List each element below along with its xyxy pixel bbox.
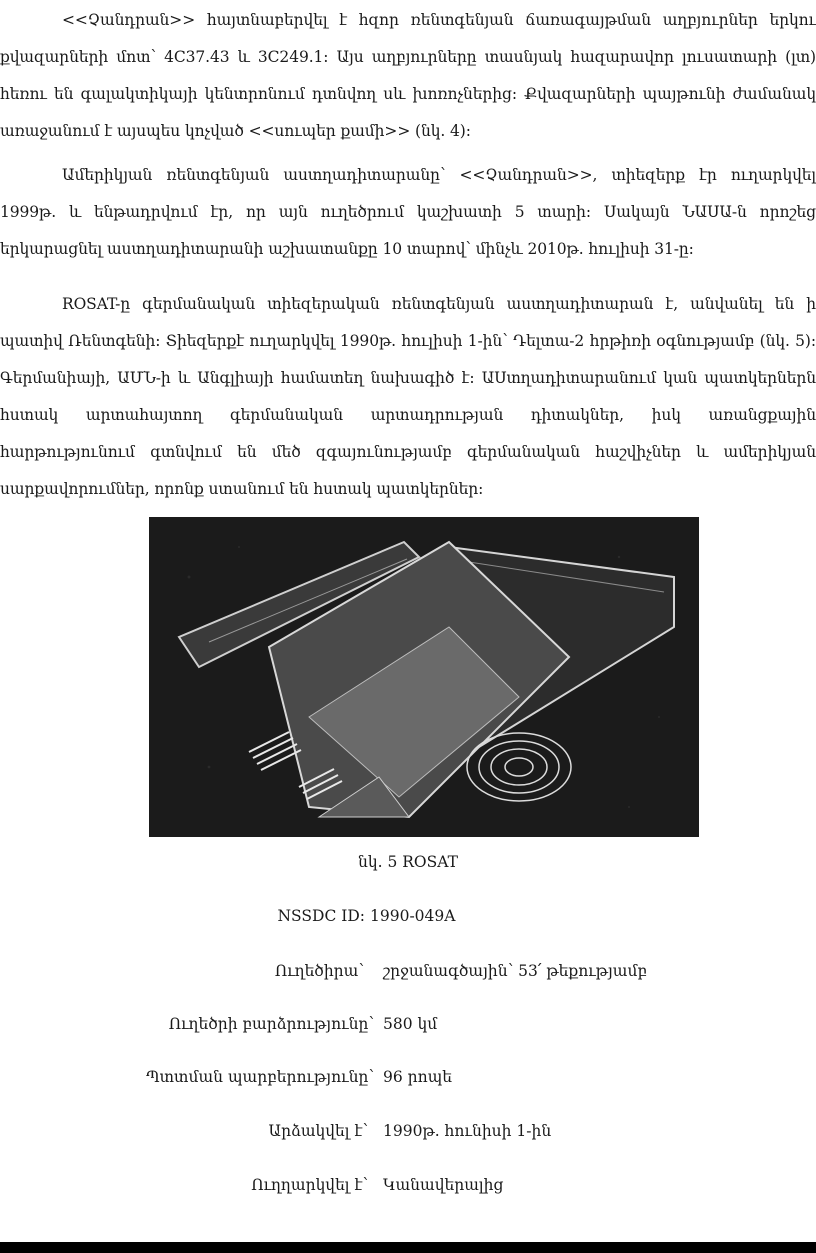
paragraph-rosat (0, 286, 816, 508)
spec-row-launched (0, 1122, 816, 1146)
spec-value: 1990-049A (370, 907, 456, 925)
spec-row-orbit (0, 962, 816, 986)
page-bottom-bar (0, 1242, 816, 1253)
spec-row-altitude (0, 1015, 816, 1039)
spec-label: Ուղղարկվել է՝ (251, 1176, 368, 1194)
spec-value: շրջանագծային՝ 53՛ թեքությամբ (383, 962, 648, 980)
paragraph-text: ROSAT-ը գերմանական տիեզերական ռենտգենյան աստղադիտարան է, անվանել են ի պատիվ Ռենտգենի: Տիեզերքէ ուղարկվել 1990թ. հուլիսի 1-ին՝ Դելտա-2 հրթիռի օգնությամբ (նկ. 5): Գերմանիայի, ԱՄՆ-ի և Անգլիայի համատեղ նախագիծ է: ԱՍտղադիտարանում կան պատկերներն հստակ արտահայտող գերմանական արտադրության դիտակներ, իսկ առանցքային հարթությունում գտնվում են մեծ զգայունությամբ գերմանական հաշվիչներ և ամերիկյան սարքավորումներ, որոնք ստանում են հստակ պատկերներ: (0, 295, 816, 498)
rosat-illustration (149, 517, 699, 837)
figure-caption: նկ. 5 ROSAT (358, 853, 458, 871)
spec-label: Պտտման պարբերությունը՝ (146, 1068, 374, 1086)
spec-label: NSSDC ID: (277, 907, 365, 925)
rosat-photo (149, 517, 699, 837)
paragraph-text: Ամերիկյան ռենտգենյան աստղադիտարանը՝ <<Չանդրան>>, տիեզերք էր ուղարկվել 1999թ. և ենթադրվում էր, որ այն ուղեծրում կաշխատի 5 տարի: Սակայն ՆԱՍԱ-ն որոշեց երկարացնել աստղադիտարանի աշխատանքը 10 տարով՝ մինչև 2010թ. հուլիսի 31-ը: (0, 166, 816, 258)
paragraph-chandra-observatory (0, 157, 816, 268)
spec-label: Ուղեծրի բարձրությունը՝ (168, 1015, 374, 1033)
spec-value: Կանավերալից (383, 1176, 504, 1194)
spec-row-sent-from (0, 1176, 816, 1200)
paragraph-chandra-quasars (0, 2, 816, 150)
spec-label: Արձակվել է՝ (268, 1122, 368, 1140)
spec-value: 96 րոպե (383, 1068, 453, 1086)
spec-row-nssdc (0, 907, 816, 931)
spec-value: 1990թ. հունիսի 1-ին (383, 1122, 552, 1140)
spec-label: Ուղեծիրա՝ (274, 962, 364, 980)
paragraph-text: <<Չանդրան>> հայտնաբերվել է հզոր ռենտգենյան ճառագայթման աղբյուրներ երկու քվազարների մոտ՝ 4C37.43 և 3C249.1: Այս աղբյուրները տասնյակ հազարավոր լուսատարի (լտ) հեռու են գալակտիկայի կենտրոնում դտնվող սև խոռոչներից: Քվազարների պայթունի ժամանակ առաջանում է այսպես կոչված <<սուպեր քամի>> (նկ. 4): (0, 11, 816, 140)
spec-value: 580 կմ (383, 1015, 438, 1033)
spec-row-period (0, 1068, 816, 1092)
